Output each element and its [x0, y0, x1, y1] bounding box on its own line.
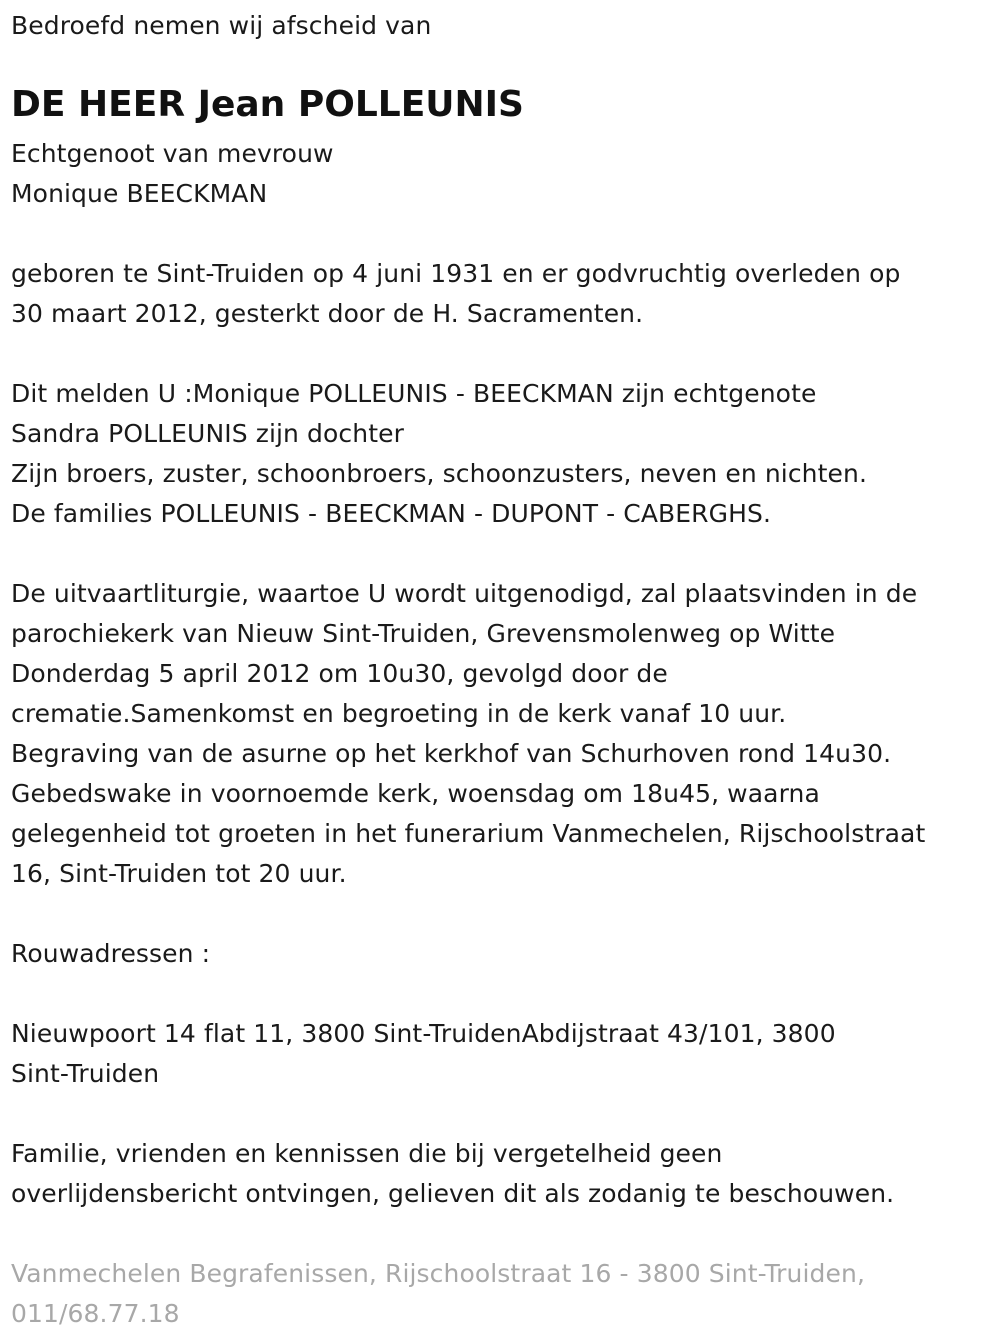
family-section [11, 374, 867, 534]
notice-line: Familie, vrienden en kennissen die bij vergetelheid geen [11, 1139, 723, 1168]
funeral-line: Donderdag 5 april 2012 om 10u30, gevolgd door de [11, 659, 668, 688]
funeral-line: gelegenheid tot groeten in het funerarium Vanmechelen, Rijschoolstraat [11, 819, 926, 848]
intro-text: Bedroefd nemen wij afscheid van [11, 11, 432, 40]
family-line: Dit melden U :Monique POLLEUNIS - BEECKMAN zijn echtgenote [11, 379, 817, 408]
rouwadressen-section [11, 934, 210, 974]
funeral-line: Begraving van de asurne op het kerkhof van Schurhoven rond 14u30. [11, 739, 892, 768]
address-line: Sint-Truiden [11, 1059, 160, 1088]
funeral-line: crematie.Samenkomst en begroeting in de kerk vanaf 10 uur. [11, 699, 787, 728]
address-line: Nieuwpoort 14 flat 11, 3800 Sint-TruidenAbdijstraat 43/101, 3800 [11, 1019, 836, 1048]
footer-line: Vanmechelen Begrafenissen, Rijschoolstraat 16 - 3800 Sint-Truiden, [11, 1259, 865, 1288]
spouse-line: Monique BEECKMAN [11, 179, 268, 208]
footer-line: 011/68.77.18 [11, 1299, 180, 1328]
funeral-home-footer [11, 1254, 865, 1334]
birth-death-section [11, 254, 900, 334]
family-line: Zijn broers, zuster, schoonbroers, schoonzusters, neven en nichten. [11, 459, 867, 488]
funeral-line: De uitvaartliturgie, waartoe U wordt uitgenodigd, zal plaatsvinden in de [11, 579, 918, 608]
notice-section [11, 1134, 894, 1214]
birth-death-line: geboren te Sint-Truiden op 4 juni 1931 en er godvruchtig overleden op [11, 259, 901, 288]
funeral-line: 16, Sint-Truiden tot 20 uur. [11, 859, 347, 888]
birth-death-line: 30 maart 2012, gesterkt door de H. Sacramenten. [11, 299, 644, 328]
spouse-line: Echtgenoot van mevrouw [11, 139, 334, 168]
funeral-line: parochiekerk van Nieuw Sint-Truiden, Grevensmolenweg op Witte [11, 619, 836, 648]
family-line: De families POLLEUNIS - BEECKMAN - DUPONT - CABERGHS. [11, 499, 772, 528]
funeral-section [11, 574, 925, 894]
rouwadressen-label: Rouwadressen : [11, 939, 211, 968]
notice-line: overlijdensbericht ontvingen, gelieven dit als zodanig te beschouwen. [11, 1179, 895, 1208]
family-line: Sandra POLLEUNIS zijn dochter [11, 419, 404, 448]
deceased-name: DE HEER Jean POLLEUNIS [11, 84, 524, 125]
spouse-section [11, 134, 334, 214]
address-section [11, 1014, 836, 1094]
funeral-line: Gebedswake in voornoemde kerk, woensdag om 18u45, waarna [11, 779, 820, 808]
